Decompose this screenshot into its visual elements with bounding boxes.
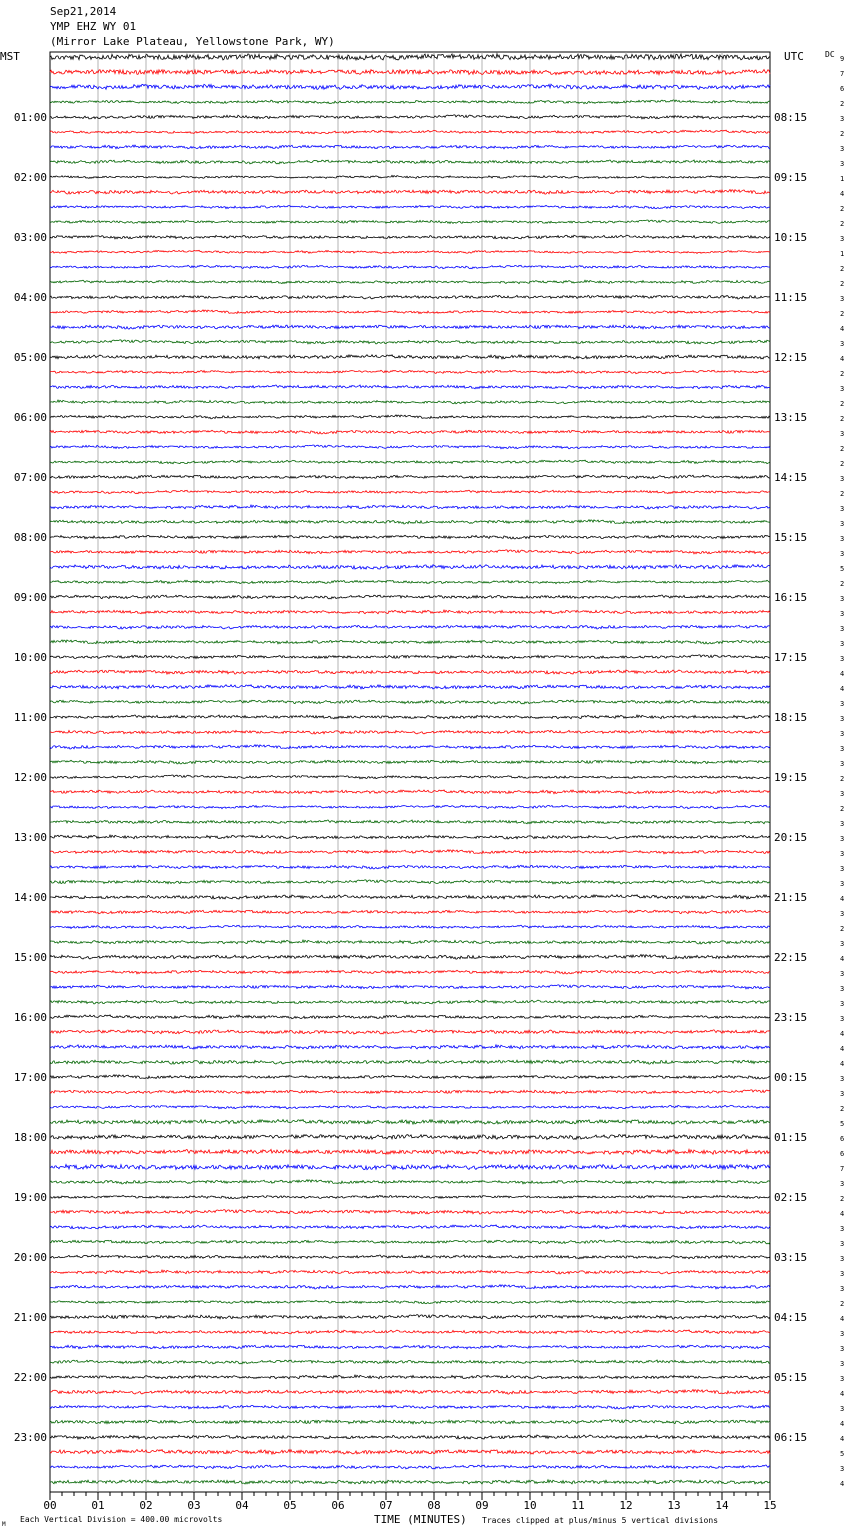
seismic-trace — [50, 84, 770, 89]
footer-clip-note: Traces clipped at plus/minus 5 vertical divisions — [482, 1516, 719, 1525]
seismic-trace — [50, 490, 770, 494]
seismic-trace — [50, 325, 770, 329]
seismic-trace — [50, 1105, 770, 1109]
seismic-trace — [50, 145, 770, 149]
x-tick-label: 05 — [283, 1499, 297, 1512]
seismic-trace — [50, 865, 770, 869]
dc-offset-value: 4 — [840, 1435, 845, 1443]
mst-hour-label: 16:00 — [13, 1011, 47, 1024]
mst-hour-label: 09:00 — [13, 591, 47, 604]
seismic-trace — [50, 115, 770, 119]
utc-hour-label: 23:15 — [774, 1011, 808, 1024]
seismic-trace — [50, 1000, 770, 1004]
seismic-trace — [50, 1270, 770, 1274]
seismic-trace — [50, 655, 770, 659]
seismic-trace — [50, 1030, 770, 1034]
utc-hour-label: 00:15 — [774, 1071, 808, 1084]
dc-offset-value: 2 — [840, 775, 845, 783]
seismic-trace — [50, 775, 770, 779]
seismic-trace — [50, 580, 770, 583]
dc-offset-value: 4 — [840, 955, 845, 963]
utc-hour-label: 22:15 — [774, 951, 808, 964]
utc-hour-label: 14:15 — [774, 471, 808, 484]
seismic-trace — [50, 280, 770, 283]
seismic-trace — [50, 910, 770, 914]
dc-offset-value: 3 — [840, 985, 845, 993]
dc-offset-value: 3 — [840, 505, 845, 513]
mst-hour-label: 14:00 — [13, 891, 47, 904]
dc-offset-value: 3 — [840, 145, 845, 153]
dc-offset-value: 3 — [840, 520, 845, 528]
seismic-trace — [50, 985, 770, 989]
dc-offset-value: 3 — [840, 850, 845, 858]
x-tick-label: 10 — [523, 1499, 537, 1512]
dc-offset-value: 4 — [840, 685, 845, 693]
dc-offset-value: 4 — [840, 1480, 845, 1488]
seismic-trace — [50, 745, 770, 749]
dc-offset-value: 1 — [840, 175, 845, 183]
dc-offset-value: 5 — [840, 1120, 845, 1128]
x-tick-label: 07 — [379, 1499, 393, 1512]
dc-offset-value: 3 — [840, 430, 845, 438]
dc-offset-value: 3 — [840, 730, 845, 738]
seismic-trace — [50, 175, 770, 178]
seismic-trace — [50, 970, 770, 974]
mst-hour-label: 15:00 — [13, 951, 47, 964]
dc-offset-value: 3 — [840, 535, 845, 543]
seismic-trace — [50, 355, 770, 359]
dc-offset-value: 2 — [840, 400, 845, 408]
header-station: YMP EHZ WY 01 — [50, 20, 137, 33]
dc-offset-value: 2 — [840, 310, 845, 318]
seismic-trace — [50, 430, 770, 434]
x-tick-label: 12 — [619, 1499, 633, 1512]
dc-offset-value: 5 — [840, 565, 845, 573]
seismic-trace — [50, 625, 770, 629]
mst-hour-label: 20:00 — [13, 1251, 47, 1264]
mst-hour-label: 23:00 — [13, 1431, 47, 1444]
x-tick-label: 09 — [475, 1499, 489, 1512]
utc-hour-label: 01:15 — [774, 1131, 808, 1144]
mst-hour-label: 01:00 — [13, 111, 47, 124]
dc-offset-value: 3 — [840, 1000, 845, 1008]
dc-offset-value: 3 — [840, 1405, 845, 1413]
dc-offset-value: 2 — [840, 280, 845, 288]
seismic-trace — [50, 295, 770, 299]
utc-hour-label: 17:15 — [774, 651, 808, 664]
seismic-trace — [50, 1255, 770, 1259]
seismic-trace — [50, 1045, 770, 1049]
dc-offset-value: 3 — [840, 1465, 845, 1473]
dc-offset-value: 4 — [840, 1045, 845, 1053]
dc-offset-value: 4 — [840, 1060, 845, 1068]
seismic-trace — [50, 385, 770, 389]
x-tick-label: 04 — [235, 1499, 249, 1512]
seismic-trace — [50, 160, 770, 164]
mst-hour-label: 19:00 — [13, 1191, 47, 1204]
seismic-trace — [50, 820, 770, 824]
dc-offset-value: 2 — [840, 265, 845, 273]
seismic-trace — [50, 100, 770, 104]
mst-hour-label: 22:00 — [13, 1371, 47, 1384]
dc-offset-value: 9 — [840, 55, 845, 63]
seismic-trace — [50, 1225, 770, 1229]
seismic-trace — [50, 1285, 770, 1289]
utc-hour-label: 02:15 — [774, 1191, 808, 1204]
dc-offset-value: 3 — [840, 910, 845, 918]
dc-offset-value: 4 — [840, 1390, 845, 1398]
x-tick-label: 06 — [331, 1499, 345, 1512]
seismic-trace — [50, 1180, 770, 1184]
seismic-trace — [50, 475, 770, 479]
dc-offset-value: 2 — [840, 205, 845, 213]
seismic-trace — [50, 595, 770, 599]
seismic-trace — [50, 400, 770, 404]
utc-hour-label: 19:15 — [774, 771, 808, 784]
utc-hour-label: 10:15 — [774, 231, 808, 244]
utc-hour-label: 13:15 — [774, 411, 808, 424]
utc-hour-label: 08:15 — [774, 111, 808, 124]
seismic-trace — [50, 610, 770, 614]
seismic-trace — [50, 880, 770, 884]
dc-offset-value: 3 — [840, 865, 845, 873]
seismic-trace — [50, 265, 770, 268]
seismic-trace — [50, 235, 770, 239]
dc-offset-value: 3 — [840, 640, 845, 648]
dc-offset-value: 3 — [840, 970, 845, 978]
x-tick-label: 03 — [187, 1499, 201, 1512]
seismic-trace — [50, 220, 770, 224]
dc-offset-value: 2 — [840, 1105, 845, 1113]
utc-hour-label: 15:15 — [774, 531, 808, 544]
seismic-trace — [50, 550, 770, 554]
dc-offset-value: 3 — [840, 880, 845, 888]
seismic-trace — [50, 205, 770, 208]
dc-offset-value: 2 — [840, 220, 845, 228]
utc-hour-label: 18:15 — [774, 711, 808, 724]
seismic-trace — [50, 730, 770, 734]
seismic-trace — [50, 1480, 770, 1484]
seismic-trace — [50, 505, 770, 509]
seismic-trace — [50, 520, 770, 524]
dc-offset-value: 4 — [840, 895, 845, 903]
dc-offset-value: 3 — [840, 295, 845, 303]
utc-axis-label: UTC — [784, 50, 804, 63]
mst-hour-labels — [14, 111, 47, 1444]
dc-offset-value: 2 — [840, 415, 845, 423]
seismic-trace — [50, 1015, 770, 1019]
seismic-trace — [50, 1405, 770, 1409]
utc-hour-label: 12:15 — [774, 351, 808, 364]
dc-offset-value: 4 — [840, 1210, 845, 1218]
mst-hour-label: 21:00 — [13, 1311, 47, 1324]
seismic-trace — [50, 895, 770, 899]
seismic-trace — [50, 955, 770, 960]
dc-offset-value: 3 — [840, 595, 845, 603]
seismic-trace — [50, 54, 770, 60]
utc-hour-label: 04:15 — [774, 1311, 808, 1324]
dc-offset-value: 2 — [840, 445, 845, 453]
seismic-trace — [50, 850, 770, 854]
dc-offset-value: 3 — [840, 715, 845, 723]
seismic-trace — [50, 1135, 770, 1140]
mst-hour-label: 12:00 — [13, 771, 47, 784]
mst-hour-label: 04:00 — [13, 291, 47, 304]
dc-offset-value: 5 — [840, 1450, 845, 1458]
seismic-traces — [50, 54, 770, 1484]
seismic-trace — [50, 190, 770, 195]
dc-offset-value: 2 — [840, 805, 845, 813]
mst-hour-label: 18:00 — [13, 1131, 47, 1144]
mst-axis-label: MST — [0, 50, 20, 63]
utc-hour-label: 20:15 — [774, 831, 808, 844]
utc-hour-label: 11:15 — [774, 291, 808, 304]
utc-hour-labels — [774, 111, 807, 1444]
footer-scale-note: Each Vertical Division = 400.00 microvolts — [20, 1515, 223, 1524]
seismic-trace — [50, 715, 770, 719]
seismic-trace — [50, 760, 770, 764]
dc-offset-value: 4 — [840, 325, 845, 333]
dc-offset-value: 2 — [840, 490, 845, 498]
dc-offset-value: 3 — [840, 475, 845, 483]
seismic-trace — [50, 670, 770, 674]
dc-offset-value: 3 — [840, 1375, 845, 1383]
seismic-trace — [50, 445, 770, 449]
dc-offset-value: 3 — [840, 115, 845, 123]
seismic-trace — [50, 925, 770, 929]
seismic-trace — [50, 1149, 770, 1154]
seismic-trace — [50, 565, 770, 570]
mst-hour-label: 11:00 — [13, 711, 47, 724]
dc-offset-value: 3 — [840, 940, 845, 948]
utc-hour-label: 06:15 — [774, 1431, 808, 1444]
seismic-trace — [50, 790, 770, 794]
dc-offset-value: 6 — [840, 85, 845, 93]
dc-offset-value: 1 — [840, 250, 845, 258]
seismic-trace — [50, 1375, 770, 1379]
dc-offset-value: 3 — [840, 385, 845, 393]
seismic-trace — [50, 700, 770, 704]
dc-offset-value: 3 — [840, 820, 845, 828]
seismic-trace — [50, 685, 770, 689]
mst-hour-label: 17:00 — [13, 1071, 47, 1084]
dc-offset-value: 3 — [840, 655, 845, 663]
dc-offset-value: 3 — [840, 1255, 845, 1263]
dc-offset-value: 2 — [840, 100, 845, 108]
dc-offset-value: 3 — [840, 1180, 845, 1188]
dc-offset-value: 3 — [840, 700, 845, 708]
footer-corner-mark: M — [2, 1521, 6, 1528]
x-tick-label: 13 — [667, 1499, 681, 1512]
x-tick-label: 02 — [139, 1499, 153, 1512]
dc-offset-value: 3 — [840, 1225, 845, 1233]
mst-hour-label: 10:00 — [13, 651, 47, 664]
mst-hour-label: 06:00 — [13, 411, 47, 424]
seismic-trace — [50, 805, 770, 808]
dc-offset-value: 7 — [840, 70, 845, 78]
dc-offset-value: 4 — [840, 670, 845, 678]
dc-offset-value: 3 — [840, 235, 845, 243]
dc-offset-value: 3 — [840, 610, 845, 618]
x-tick-label: 00 — [43, 1499, 57, 1512]
x-axis — [43, 1492, 776, 1512]
seismic-trace — [50, 1450, 770, 1455]
dc-offset-value: 4 — [840, 190, 845, 198]
dc-offset-value: 3 — [840, 1090, 845, 1098]
utc-hour-label: 09:15 — [774, 171, 808, 184]
seismic-trace — [50, 835, 770, 839]
seismic-trace — [50, 1165, 770, 1170]
seismic-trace — [50, 130, 770, 134]
seismic-trace — [50, 1330, 770, 1334]
seismic-trace — [50, 1390, 770, 1395]
mst-hour-label: 03:00 — [13, 231, 47, 244]
dc-offset-value: 7 — [840, 1165, 845, 1173]
dc-offset-value: 3 — [840, 1285, 845, 1293]
dc-offset-value: 2 — [840, 130, 845, 138]
dc-offset-value: 4 — [840, 1420, 845, 1428]
header-location: (Mirror Lake Plateau, Yellowstone Park, WY) — [50, 35, 335, 48]
seismic-trace — [50, 250, 770, 253]
dc-offset-value: 2 — [840, 1195, 845, 1203]
dc-offset-value: 3 — [840, 760, 845, 768]
seismic-trace — [50, 370, 770, 373]
dc-offset-value: 3 — [840, 340, 845, 348]
seismic-trace — [50, 1360, 770, 1364]
mst-hour-label: 05:00 — [13, 351, 47, 364]
dc-offset-value: 3 — [840, 1075, 845, 1083]
dc-offset-value: 3 — [840, 160, 845, 168]
seismic-trace — [50, 415, 770, 419]
mst-hour-label: 07:00 — [13, 471, 47, 484]
seismic-trace — [50, 1060, 770, 1064]
seismic-trace — [50, 1345, 770, 1349]
mst-hour-label: 08:00 — [13, 531, 47, 544]
dc-offset-value: 4 — [840, 1030, 845, 1038]
dc-label: DC — [825, 50, 835, 59]
dc-offset-value: 3 — [840, 625, 845, 633]
dc-offset-value: 3 — [840, 1345, 845, 1353]
utc-hour-label: 03:15 — [774, 1251, 808, 1264]
seismic-trace — [50, 1240, 770, 1244]
x-axis-title: TIME (MINUTES) — [374, 1513, 467, 1526]
dc-offset-value: 3 — [840, 1330, 845, 1338]
dc-offset-value: 3 — [840, 1240, 845, 1248]
utc-hour-label: 21:15 — [774, 891, 808, 904]
seismic-trace — [50, 70, 770, 75]
header-date: Sep21,2014 — [50, 5, 117, 18]
dc-offset-value: 2 — [840, 925, 845, 933]
seismic-trace — [50, 1465, 770, 1469]
seismic-trace — [50, 1420, 770, 1424]
seismic-trace — [50, 1315, 770, 1320]
dc-offset-value: 2 — [840, 370, 845, 378]
dc-offset-value: 6 — [840, 1135, 845, 1143]
seismic-trace — [50, 340, 770, 344]
dc-offset-value: 3 — [840, 550, 845, 558]
dc-offset-value: 3 — [840, 745, 845, 753]
seismic-trace — [50, 1075, 770, 1079]
seismic-trace — [50, 640, 770, 644]
dc-offset-value: 6 — [840, 1150, 845, 1158]
dc-offset-value: 4 — [840, 355, 845, 363]
seismic-trace — [50, 1435, 770, 1439]
x-tick-label: 08 — [427, 1499, 441, 1512]
x-tick-label: 01 — [91, 1499, 105, 1512]
dc-offset-value: 2 — [840, 580, 845, 588]
seismic-trace — [50, 940, 770, 944]
dc-offset-labels — [840, 55, 844, 1488]
seismic-trace — [50, 1120, 770, 1125]
dc-offset-value: 3 — [840, 1015, 845, 1023]
seismic-trace — [50, 1300, 770, 1303]
x-tick-label: 11 — [571, 1499, 585, 1512]
utc-hour-label: 16:15 — [774, 591, 808, 604]
seismic-trace — [50, 1210, 770, 1215]
dc-offset-value: 3 — [840, 1270, 845, 1278]
utc-hour-label: 05:15 — [774, 1371, 808, 1384]
dc-offset-value: 2 — [840, 1300, 845, 1308]
seismic-trace — [50, 310, 770, 314]
seismic-trace — [50, 460, 770, 464]
dc-offset-value: 3 — [840, 790, 845, 798]
mst-hour-label: 13:00 — [13, 831, 47, 844]
dc-offset-value: 4 — [840, 1315, 845, 1323]
seismic-trace — [50, 535, 770, 539]
dc-offset-value: 3 — [840, 1360, 845, 1368]
seismic-trace — [50, 1090, 770, 1094]
x-tick-label: 15 — [763, 1499, 777, 1512]
seismic-trace — [50, 1195, 770, 1198]
mst-hour-label: 02:00 — [13, 171, 47, 184]
x-tick-label: 14 — [715, 1499, 729, 1512]
dc-offset-value: 3 — [840, 835, 845, 843]
dc-offset-value: 2 — [840, 460, 845, 468]
